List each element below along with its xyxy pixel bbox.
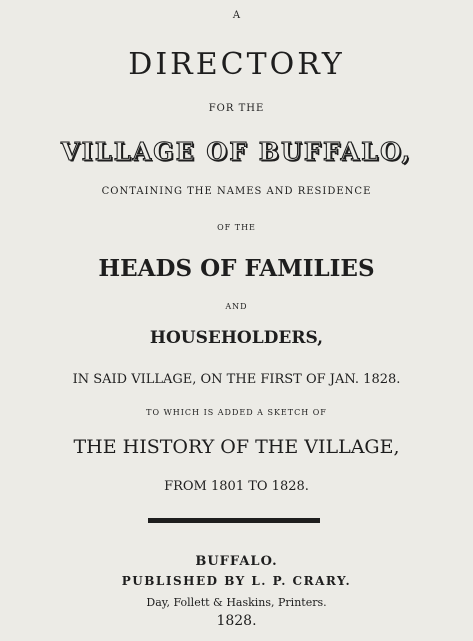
of-the-text: OF THE [217, 223, 256, 232]
horizontal-rule [148, 518, 320, 523]
and-text: AND [225, 302, 248, 311]
imprint-publisher: PUBLISHED BY L. P. CRARY. [121, 574, 352, 588]
for-the-text: FOR THE [208, 103, 265, 114]
imprint-year: 1828. [216, 613, 257, 629]
householders-heading: HOUSEHOLDERS, [149, 328, 324, 348]
imprint-printers: Day, Follett & Haskins, Printers. [146, 596, 327, 609]
title-directory: DIRECTORY [128, 47, 345, 82]
heads-of-families-heading: HEADS OF FAMILIES [98, 255, 375, 282]
date-line: IN SAID VILLAGE, ON THE FIRST OF JAN. 1828. [72, 372, 401, 387]
history-heading: THE HISTORY OF THE VILLAGE, [73, 436, 400, 458]
article-a: A [232, 10, 241, 21]
containing-text: CONTAINING THE NAMES AND RESIDENCE [101, 186, 372, 197]
village-of-buffalo-heading: VILLAGE OF BUFFALO, [61, 137, 412, 166]
years-line: FROM 1801 TO 1828. [164, 479, 309, 494]
added-text: TO WHICH IS ADDED A SKETCH OF [146, 408, 327, 417]
imprint-city: BUFFALO. [195, 554, 278, 569]
